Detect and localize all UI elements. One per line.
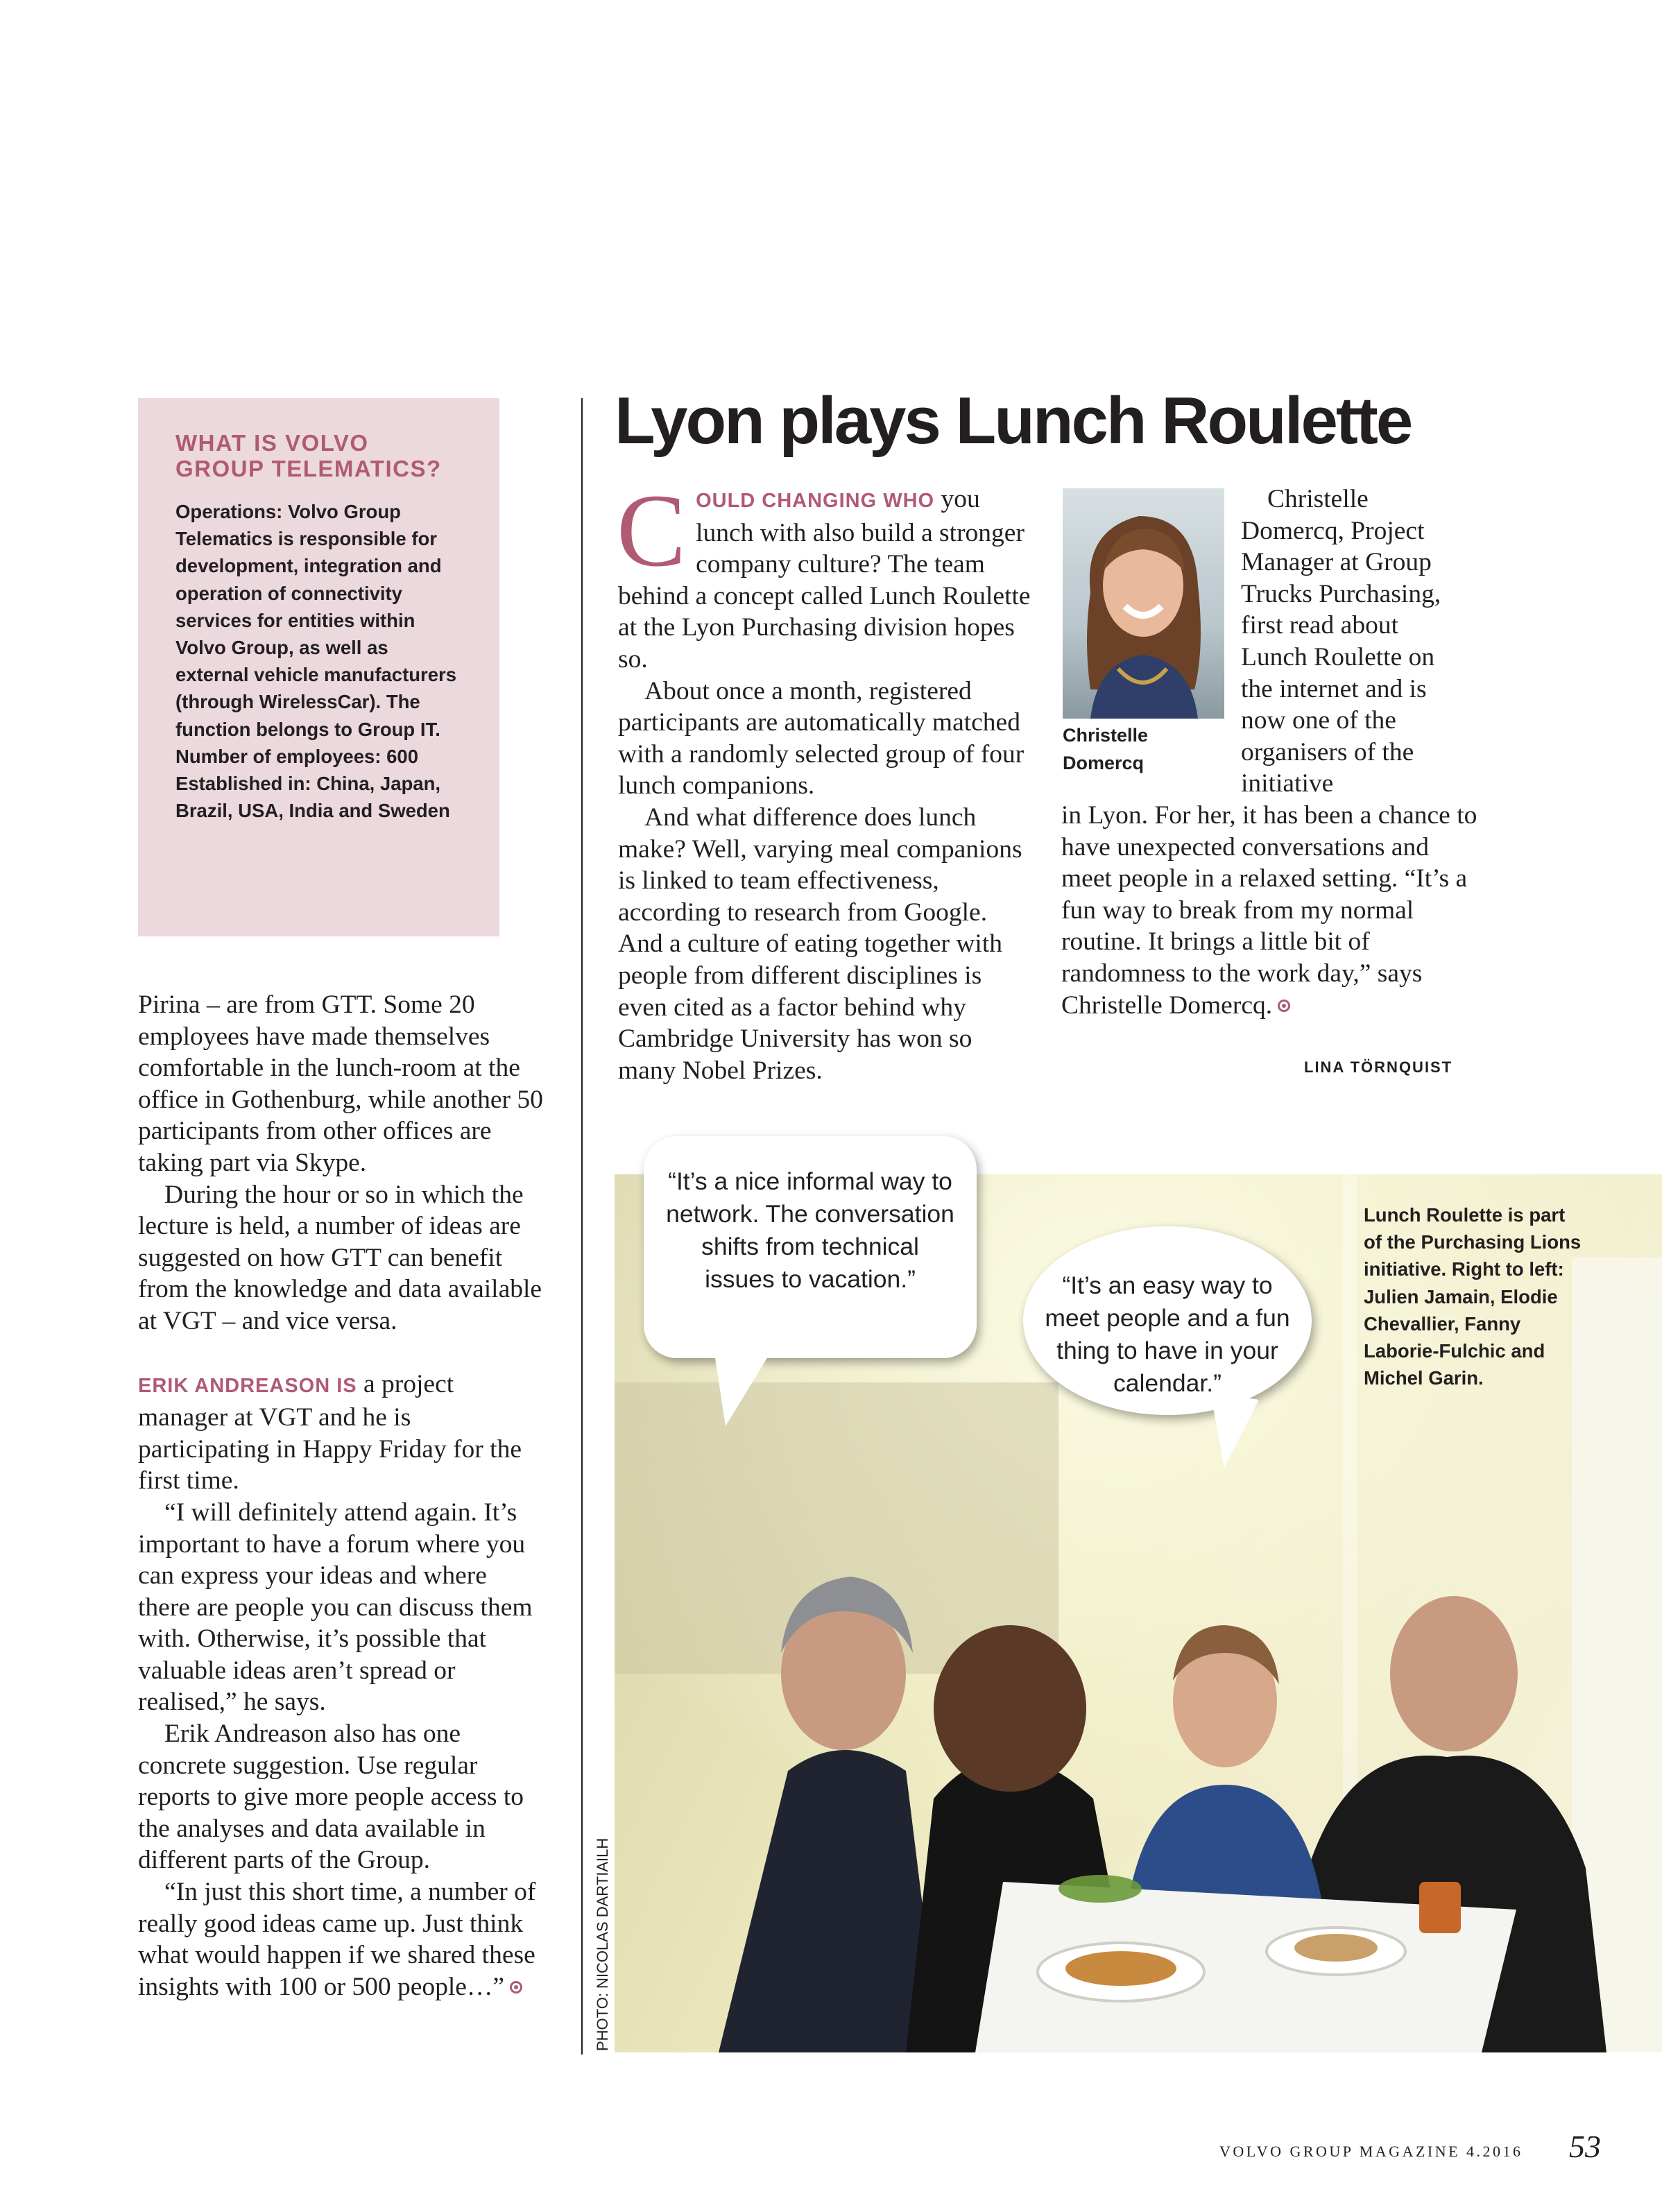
established-value: China, Japan, Brazil, USA, India and Sweden bbox=[175, 773, 450, 822]
bubble-quote-1: “It’s a nice informal way to network. The conversation shifts from technical issues to vacation.” bbox=[666, 1167, 954, 1293]
end-mark-icon bbox=[510, 1981, 522, 1994]
left-paragraph: “In just this short time, a number of really good ideas came up. Just think what would happen if we shared these insights with 100 or 500 people…” bbox=[138, 1878, 536, 2001]
left-paragraph: During the hour or so in which the lecture is held, a number of ideas are suggested on how GTT can benefit from the knowledge and data available at VGT – and vice versa. bbox=[138, 1180, 542, 1335]
column-divider bbox=[581, 398, 583, 2055]
left-paragraph: Pirina – are from GTT. Some 20 employees have made themselves comfortable in the lunch-room at the office in Gothenburg, while another 50 participants from other offices are taking part via Skype. bbox=[138, 991, 543, 1177]
left-paragraph: ERIK ANDREASON IS a project manager at VGT and he is participating in Happy Friday for the first time. bbox=[138, 1369, 522, 1495]
intro-paragraph: COULD CHANGING WHO you lunch with also build a stronger company culture? The team behind a concept called Lunch Roulette at the Lyon Purchasing division hopes so. bbox=[617, 473, 1031, 674]
photo-caption: Lunch Roulette is part of the Purchasing Lions initiative. Right to left: Julien Jamain, Elodie Chevallier, Fanny Laborie-Fulchic and Michel Garin. bbox=[1364, 1204, 1582, 1389]
page-number: 53 bbox=[1569, 2129, 1601, 2164]
employees-label: Number of employees: bbox=[175, 745, 382, 767]
portrait-caption: Christelle Domercq bbox=[1063, 725, 1149, 773]
speech-bubble-2 bbox=[1023, 1226, 1312, 1415]
left-paragraph: “I will definitely attend again. It’s important to have a forum where you can express your ideas and where there are people you can discuss them with. Otherwise, it’s possible that valuable ideas aren’t spread or realised,” he says. bbox=[138, 1498, 533, 1717]
article-headline: Lyon plays Lunch Roulette bbox=[615, 384, 1412, 458]
article-column-2-top bbox=[1241, 483, 1470, 800]
employees-value: 600 bbox=[386, 745, 418, 767]
portrait-photo bbox=[1063, 488, 1224, 719]
drop-cap: C bbox=[617, 473, 687, 588]
bubble-quote-2: “It’s an easy way to meet people and a fun thing to have in your calendar.” bbox=[1045, 1271, 1290, 1397]
operations-label: Operations: bbox=[175, 501, 283, 522]
speech-bubble-1 bbox=[644, 1136, 977, 1358]
article-paragraph: About once a month, registered participants are automatically matched with a randomly selected group of four lunch companions. bbox=[618, 676, 1025, 800]
operations-text: Volvo Group Telematics is responsible for development, integration and operation of connectivity services for entities within Volvo Group, as well as external vehicle manufacturers (through WirelessCar). The function belongs to Group IT. bbox=[175, 501, 457, 740]
article-column-2-bottom bbox=[1061, 800, 1477, 1021]
article-column-1 bbox=[617, 473, 1034, 1086]
lead-in: ERIK ANDREASON IS bbox=[138, 1374, 357, 1397]
fact-box-body bbox=[175, 498, 465, 824]
left-column-text bbox=[138, 989, 544, 2003]
left-paragraph: Erik Andreason also has one concrete suggestion. Use regular reports to give more people access to the analyses and data available in different parts of the Group. bbox=[138, 1720, 524, 1875]
fact-box-title: WHAT IS VOLVO GROUP TELEMATICS? bbox=[175, 430, 442, 481]
established-label: Established in: bbox=[175, 773, 311, 795]
end-mark-icon bbox=[1278, 1000, 1290, 1012]
article-paragraph: in Lyon. For her, it has been a chance to have unexpected conversations and meet people in a relaxed setting. “It’s a fun way to break from my normal routine. It brings a little bit of randomness to the work day,” says Christelle Domercq. bbox=[1061, 801, 1477, 1020]
byline: LINA TÖRNQUIST bbox=[1304, 1058, 1453, 1076]
footer-magazine-title: VOLVO GROUP MAGAZINE 4.2016 bbox=[1219, 2143, 1523, 2160]
lead-in: OULD CHANGING WHO bbox=[696, 490, 935, 512]
photo-credit: PHOTO: NICOLAS DARTIAILH bbox=[594, 1837, 611, 2051]
article-paragraph: Christelle Domercq, Project Manager at Group Trucks Purchasing, first read about Lunch Roulette on the internet and is now one of the organisers of the initiative bbox=[1241, 485, 1441, 798]
article-paragraph: And what difference does lunch make? Well, varying meal companions is linked to team effectiveness, according to research from Google. And a culture of eating together with people from different disciplines is even cited as a factor behind why Cambridge University has won so many Nobel Prizes. bbox=[618, 803, 1022, 1085]
fact-box bbox=[138, 398, 499, 936]
